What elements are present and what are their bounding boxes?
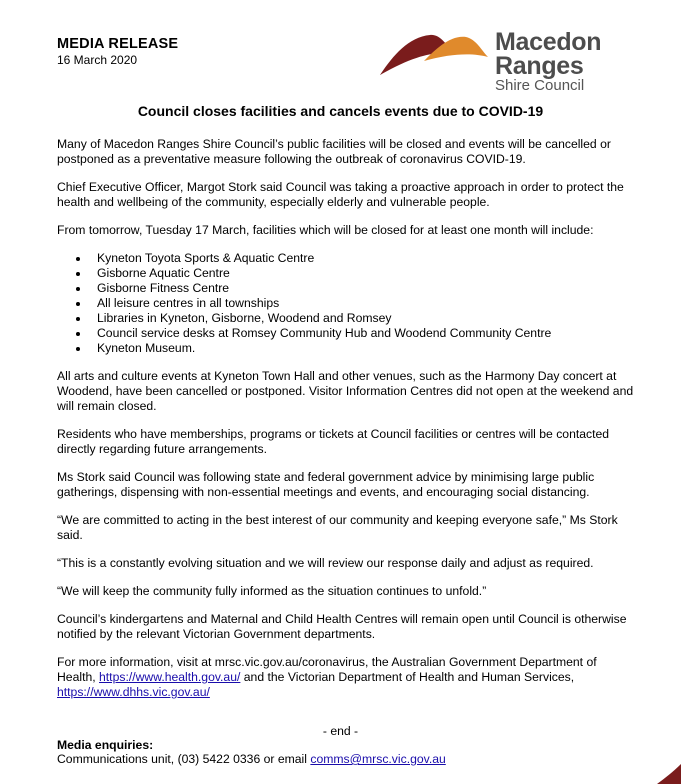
health-gov-link[interactable]: https://www.health.gov.au/ [99, 670, 241, 684]
dhhs-link[interactable]: https://www.dhhs.vic.gov.au/ [57, 685, 210, 699]
list-item: Kyneton Toyota Sports & Aquatic Centre [97, 251, 637, 266]
list-item: Council service desks at Romsey Community Hub and Woodend Community Centre [97, 326, 637, 341]
release-date: 16 March 2020 [57, 53, 138, 67]
logo-wordmark-line1: Macedon [495, 28, 602, 56]
logo-wordmark-line3: Shire Council [495, 77, 585, 94]
closed-facilities-list [57, 251, 637, 356]
paragraph: “This is a constantly evolving situation and we will review our response daily and adjust as required. [57, 556, 594, 570]
mountains-logo-icon [378, 31, 490, 77]
list-item: Gisborne Fitness Centre [97, 281, 637, 296]
paragraph: “We are committed to acting in the best interest of our community and keeping everyone safe,” Ms Stork said. [57, 513, 618, 542]
document-type-label: MEDIA RELEASE [57, 36, 179, 52]
paragraph: Residents who have memberships, programs or tickets at Council facilities or centres will be contacted directly regarding future arrangements. [57, 427, 610, 456]
list-item: All leisure centres in all townships [97, 296, 637, 311]
paragraph: Chief Executive Officer, Margot Stork said Council was taking a proactive approach in order to protect the health and wellbeing of the community, especially elderly and vulnerable people. [57, 180, 624, 209]
end-marker: - end - [322, 724, 359, 738]
list-item: Kyneton Museum. [97, 341, 637, 356]
headline: Council closes facilities and cancels events due to COVID-19 [137, 103, 544, 119]
paragraph: From tomorrow, Tuesday 17 March, facilities which will be closed for at least one month will include: [57, 223, 594, 237]
paragraph: Ms Stork said Council was following state and federal government advice by minimising large public gatherings, dispensing with non-essential meetings and events, and encouraging social distancing. [57, 470, 595, 499]
council-logo [378, 28, 618, 98]
more-info-text: For more information, visit at mrsc.vic.gov.au/coronavirus, the Australian Government Department of Health, [57, 655, 597, 684]
paragraph: Council’s kindergartens and Maternal and Child Health Centres will remain open until Council is otherwise notified by the relevant Victorian Government departments. [57, 612, 627, 641]
media-enquiries-title: Media enquiries: [57, 738, 154, 752]
paragraph: “We will keep the community fully informed as the situation continues to unfold.” [57, 584, 487, 598]
more-info-text: and the Victorian Department of Health and Human Services, [240, 670, 575, 684]
logo-wordmark-line2: Ranges [495, 52, 584, 80]
email-link[interactable]: comms@mrsc.vic.gov.au [310, 752, 446, 766]
media-enquiries-contact [57, 752, 446, 766]
paragraph: Many of Macedon Ranges Shire Council’s public facilities will be closed and events will be cancelled or postponed as a preventative measure following the outbreak of coronavirus COVID-19. [57, 137, 611, 166]
more-info-paragraph [57, 655, 637, 700]
list-item: Gisborne Aquatic Centre [97, 266, 637, 281]
list-item: Libraries in Kyneton, Gisborne, Woodend and Romsey [97, 311, 637, 326]
paragraph: All arts and culture events at Kyneton Town Hall and other venues, such as the Harmony Day concert at Woodend, have been cancelled or postponed. Visitor Information Centres did not open at the weekend and will remain closed. [57, 369, 634, 413]
release-body [57, 137, 637, 713]
corner-decoration-icon [657, 764, 681, 784]
contact-text: Communications unit, (03) 5422 0336 or email [57, 752, 311, 766]
